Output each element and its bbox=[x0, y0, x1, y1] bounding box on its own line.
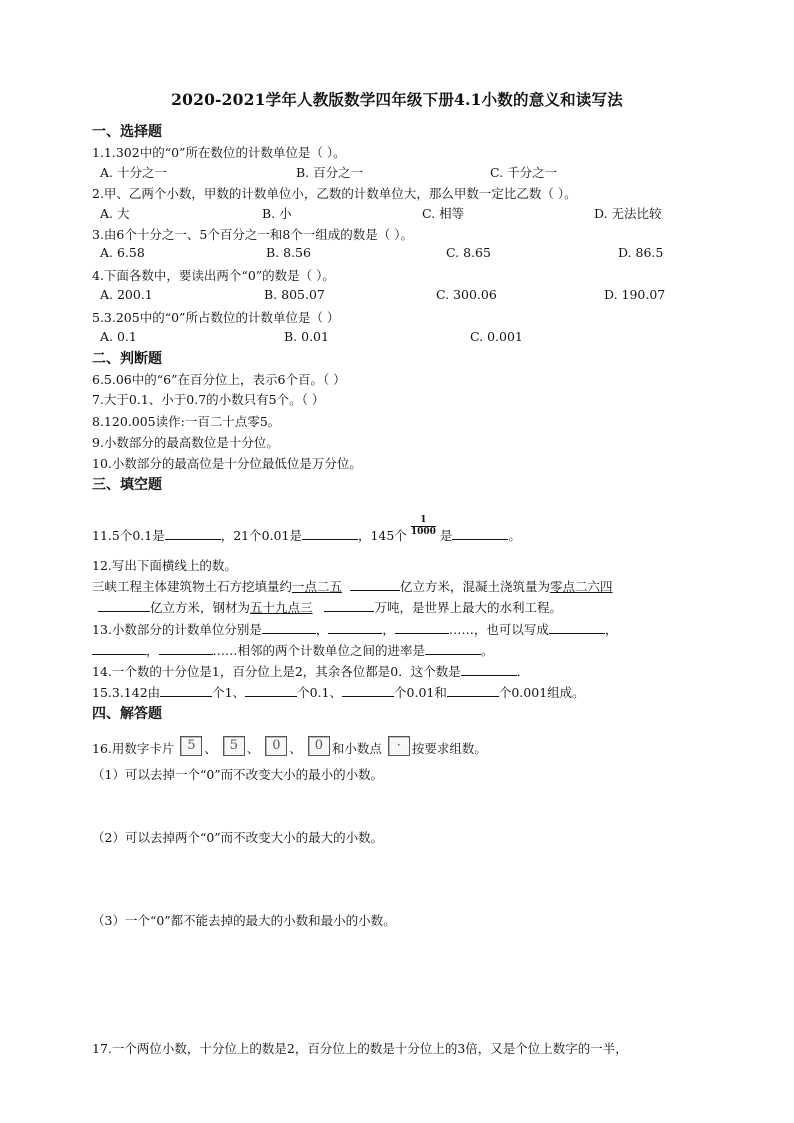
q15-part2: 个1、 bbox=[212, 685, 246, 700]
q2-option-c: C. 相等 bbox=[422, 206, 465, 221]
q7-text: 7.大于0.1、小于0.7的小数只有5个。（ ） bbox=[92, 392, 325, 407]
q15-blank-1[interactable] bbox=[160, 684, 212, 697]
q13-blank-1[interactable] bbox=[262, 621, 316, 634]
q13-part4: ……，也可以写成 bbox=[448, 622, 549, 637]
q3-option-b: B. 8.56 bbox=[266, 245, 311, 260]
separator: 、 bbox=[289, 741, 302, 756]
separator: 、 bbox=[204, 741, 217, 756]
section-heading-choice: 一、选择题 bbox=[92, 124, 162, 140]
q13-part1: 13.小数部分的计数单位分别是 bbox=[92, 622, 262, 637]
q12-underlined-3: 五十九点三 bbox=[250, 600, 313, 615]
q2-option-d: D. 无法比较 bbox=[594, 206, 662, 221]
q2-stem: 2.甲、乙两个小数，甲数的计数单位小，乙数的计数单位大，那么甲数一定比乙数（ ）。 bbox=[92, 186, 577, 201]
q16-part1: 16.用数字卡片 bbox=[92, 741, 175, 756]
q1-stem: 1.1.302中的“0”所在数位的计数单位是（ ）。 bbox=[92, 145, 346, 160]
q13-blank-7[interactable] bbox=[425, 642, 481, 655]
q15-line bbox=[92, 683, 585, 701]
fraction-numerator: 1 bbox=[411, 515, 436, 527]
q4-option-b: B. 805.07 bbox=[264, 287, 325, 302]
q3-option-a: A. 6.58 bbox=[100, 245, 145, 260]
q11-line bbox=[92, 515, 521, 548]
q11-blank-2[interactable] bbox=[302, 527, 358, 540]
q12-underlined-1: 一点二五 bbox=[292, 579, 343, 594]
q13-part6: ， bbox=[146, 643, 159, 658]
q15-part4: 个0.01和 bbox=[394, 685, 447, 700]
q2-option-a: A. 大 bbox=[100, 206, 130, 221]
q12-underlined-2: 零点二六四 bbox=[550, 579, 613, 594]
q12-blank-3[interactable] bbox=[324, 599, 374, 612]
digit-card-5: 5 bbox=[180, 736, 202, 756]
q14-line bbox=[92, 662, 529, 680]
q10-text: 10.小数部分的最高位是十分位最低位是万分位。 bbox=[92, 456, 362, 471]
q2-option-b: B. 小 bbox=[262, 206, 292, 221]
q4-option-c: C. 300.06 bbox=[436, 287, 497, 302]
q3-option-d: D. 86.5 bbox=[618, 245, 664, 260]
q11-part4: 是 bbox=[439, 528, 453, 543]
q13-blank-3[interactable] bbox=[395, 621, 449, 634]
q13-part5: ， bbox=[604, 622, 618, 637]
q5-option-a: A. 0.1 bbox=[100, 329, 137, 344]
q11-part1: 11.5个0.1是 bbox=[92, 528, 165, 543]
q12-line-2 bbox=[98, 598, 562, 616]
decimal-point-card: · bbox=[388, 736, 410, 756]
q13-blank-5[interactable] bbox=[92, 642, 146, 655]
q11-fraction bbox=[411, 515, 436, 538]
q4-option-d: D. 190.07 bbox=[604, 287, 666, 302]
q16-sub-1: （1）可以去掉一个“0”而不改变大小的最小的小数。 bbox=[92, 767, 384, 782]
q13-part7: ……相邻的两个计数单位之间的进率是 bbox=[212, 643, 426, 658]
q16-part2: 和小数点 bbox=[331, 741, 382, 756]
q15-part5: 个0.001组成。 bbox=[498, 685, 585, 700]
q13-part2: ， bbox=[315, 622, 329, 637]
q13-part8: 。 bbox=[481, 643, 494, 658]
q11-part2: ，21个0.01是 bbox=[220, 528, 302, 543]
q15-part3: 个0.1、 bbox=[297, 685, 343, 700]
section-heading-fill: 三、填空题 bbox=[92, 477, 162, 493]
q13-blank-6[interactable] bbox=[159, 642, 213, 655]
q13-line-2 bbox=[92, 641, 494, 659]
q13-blank-2[interactable] bbox=[328, 621, 382, 634]
q1-option-b: B. 百分之一 bbox=[296, 165, 364, 180]
q5-option-c: C. 0.001 bbox=[470, 329, 523, 344]
q11-part5: 。 bbox=[508, 528, 521, 543]
q4-option-a: A. 200.1 bbox=[100, 287, 153, 302]
q12-line-1 bbox=[92, 577, 613, 595]
q12-blank-2[interactable] bbox=[98, 599, 150, 612]
q12-text-a: 三峡工程主体建筑物土石方挖填量约 bbox=[92, 579, 293, 594]
digit-card-5: 5 bbox=[223, 736, 245, 756]
q15-blank-2[interactable] bbox=[245, 684, 297, 697]
q11-blank-3[interactable] bbox=[452, 527, 508, 540]
q13-line-1 bbox=[92, 620, 617, 638]
q12-text-c: 亿立方米，混凝土浇筑量为 bbox=[399, 579, 550, 594]
q8-text: 8.120.005读作:一百二十点零5。 bbox=[92, 414, 281, 429]
q15-blank-3[interactable] bbox=[342, 684, 394, 697]
fraction-denominator: 1000 bbox=[410, 527, 436, 537]
q1-option-a: A. 十分之一 bbox=[100, 165, 167, 180]
q1-option-c: C. 千分之一 bbox=[490, 165, 558, 180]
q16-sub-2: （2）可以去掉两个“0”而不改变大小的最大的小数。 bbox=[92, 830, 384, 845]
q16-part3: 按要求组数。 bbox=[411, 741, 487, 756]
q14-blank[interactable] bbox=[461, 663, 517, 676]
q12-blank-1[interactable] bbox=[350, 578, 400, 591]
separator: 、 bbox=[246, 741, 260, 756]
digit-card-0: 0 bbox=[308, 736, 330, 756]
q13-blank-4[interactable] bbox=[549, 621, 605, 634]
section-heading-judgement: 二、判断题 bbox=[92, 351, 162, 367]
q12-text-g: 万吨，是世界上最大的水利工程。 bbox=[374, 600, 562, 615]
q14-part1: 14.一个数的十分位是1，百分位上是2，其余各位都是0．这个数是 bbox=[92, 664, 461, 679]
q3-stem: 3.由6个十分之一、5个百分之一和8个一组成的数是（ ）。 bbox=[92, 227, 414, 242]
q4-stem: 4.下面各数中，要读出两个“0”的数是（ ）。 bbox=[92, 268, 335, 283]
q12-stem: 12.写出下面横线上的数。 bbox=[92, 558, 237, 573]
q3-option-c: C. 8.65 bbox=[446, 245, 491, 260]
q5-stem: 5.3.205中的“0”所占数位的计数单位是（ ） bbox=[92, 310, 340, 325]
page-title: 2020-2021学年人教版数学四年级下册4.1小数的意义和读写法 bbox=[171, 90, 623, 109]
q6-text: 6.5.06中的“6”在百分位上，表示6个百。（ ） bbox=[92, 372, 346, 387]
q11-part3: ，145个 bbox=[357, 528, 407, 543]
q15-blank-4[interactable] bbox=[447, 684, 499, 697]
q11-blank-1[interactable] bbox=[165, 527, 221, 540]
digit-card-0: 0 bbox=[265, 736, 287, 756]
q17-text: 17.一个两位小数，十分位上的数是2，百分位上的数是十分位上的3倍，又是个位上数字的一半， bbox=[92, 1041, 628, 1056]
q14-part2: ． bbox=[516, 664, 530, 679]
q13-part3: ， bbox=[382, 622, 395, 637]
q15-part1: 15.3.142由 bbox=[92, 685, 161, 700]
q16-line bbox=[92, 739, 487, 760]
q5-option-b: B. 0.01 bbox=[284, 329, 329, 344]
q16-sub-3: （3）一个“0”都不能去掉的最大的小数和最小的小数。 bbox=[92, 913, 396, 928]
q9-text: 9.小数部分的最高数位是十分位。 bbox=[92, 435, 279, 450]
section-heading-answer: 四、解答题 bbox=[92, 706, 162, 722]
q12-text-e: 亿立方米，钢材为 bbox=[150, 600, 251, 615]
